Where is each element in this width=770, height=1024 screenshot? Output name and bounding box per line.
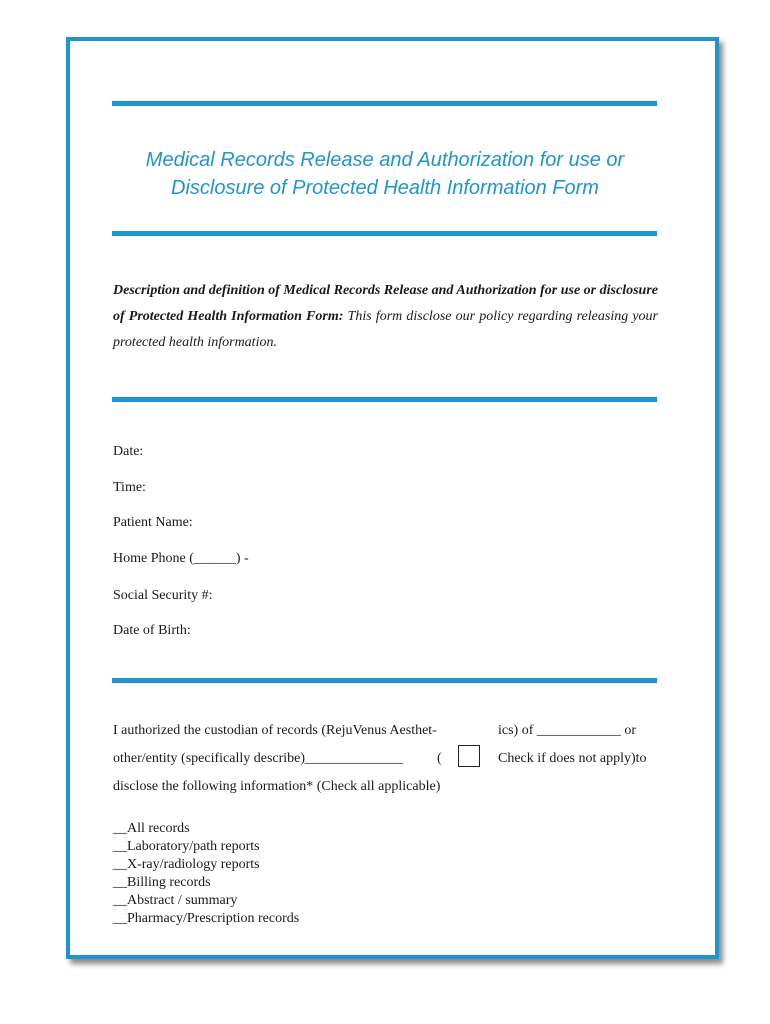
- date-field[interactable]: Date:: [113, 444, 144, 459]
- divider-after-title: [112, 231, 657, 236]
- does-not-apply-checkbox[interactable]: [458, 745, 480, 767]
- option-billing-records[interactable]: __Billing records: [113, 875, 211, 890]
- dob-field[interactable]: Date of Birth:: [113, 623, 191, 638]
- authorization-line-1-left: I authorized the custodian of records (RejuVenus Aesthet-: [113, 723, 437, 738]
- authorization-line-2-left[interactable]: other/entity (specifically describe)______________: [113, 751, 404, 766]
- records-options-list: [113, 820, 299, 928]
- form-description: [113, 278, 658, 356]
- home-phone-field[interactable]: Home Phone (______) -: [113, 551, 249, 566]
- time-field[interactable]: Time:: [113, 480, 146, 495]
- authorization-line-2-right: Check if does not apply)to: [498, 751, 647, 766]
- option-pharmacy-records[interactable]: __Pharmacy/Prescription records: [113, 911, 300, 926]
- option-abstract-summary[interactable]: __Abstract / summary: [113, 893, 238, 908]
- option-laboratory-reports[interactable]: __Laboratory/path reports: [113, 839, 260, 854]
- form-title: [100, 146, 670, 202]
- authorization-line-3: disclose the following information* (Check all applicable): [113, 779, 441, 794]
- description-text: This form disclose our policy regarding releasing your protected health information.: [113, 309, 659, 350]
- divider-after-description: [112, 397, 657, 402]
- title-line-2: Disclosure of Protected Health Information Form: [171, 177, 599, 199]
- patient-name-field[interactable]: Patient Name:: [113, 515, 193, 530]
- authorization-line-1-right[interactable]: ics) of ____________ or: [498, 723, 637, 738]
- ssn-field[interactable]: Social Security #:: [113, 588, 213, 603]
- option-xray-reports[interactable]: __X-ray/radiology reports: [113, 857, 260, 872]
- option-all-records[interactable]: __All records: [113, 821, 190, 836]
- authorization-paren: (: [437, 751, 442, 766]
- divider-top: [112, 101, 657, 106]
- description-heading: Description and definition of Medical Records Release and Authorization for use or disclosure of Protected Health Information Form:: [113, 283, 658, 324]
- title-line-1: Medical Records Release and Authorization for use or: [145, 149, 625, 171]
- divider-after-fields: [112, 678, 657, 683]
